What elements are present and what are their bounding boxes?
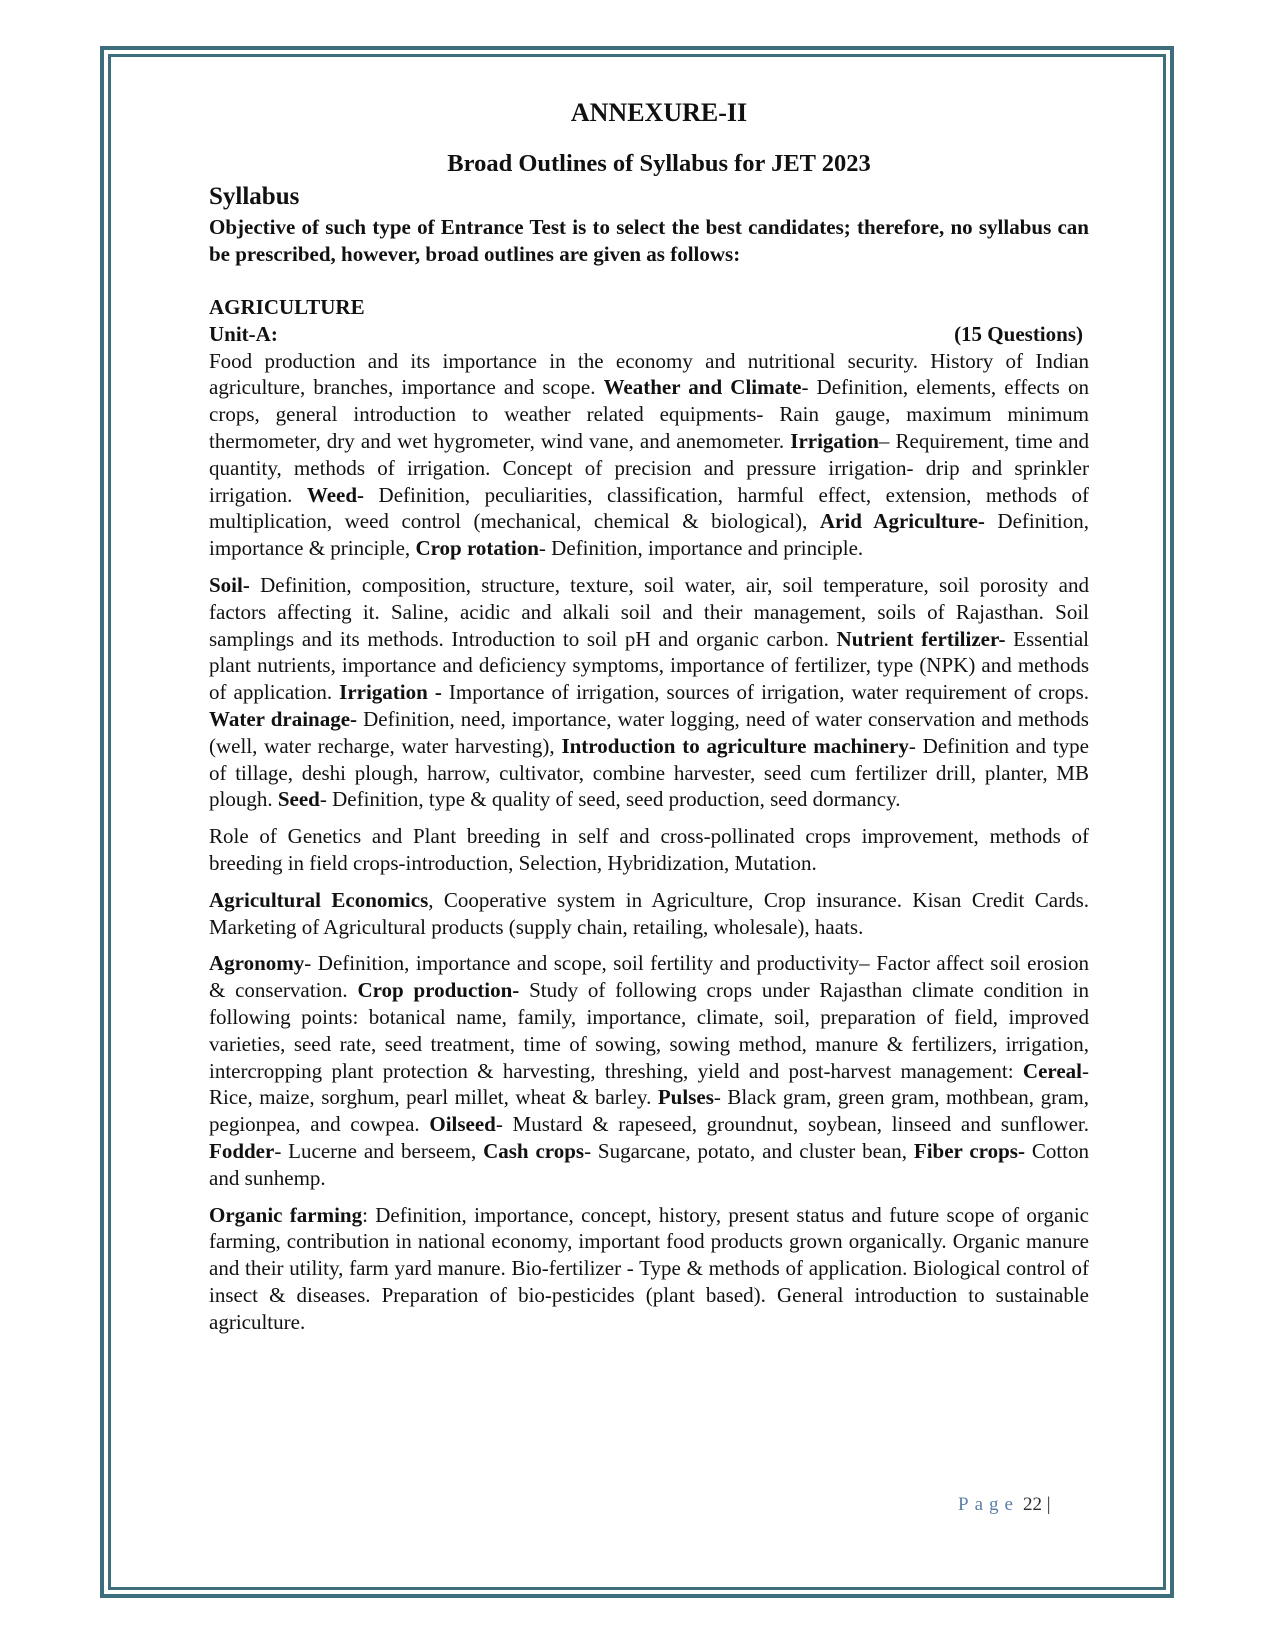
paragraph-text: - Sugarcane, potato, and cluster bean, [584,1138,914,1163]
paragraph-text: - Rice, maize, sorghum, pearl millet, wheat & barley. [209,1058,1089,1110]
syllabus-paragraph [209,1202,1089,1336]
bold-term: Crop production- [357,978,520,1003]
syllabus-paragraph [209,348,1089,562]
page-title: ANNEXURE-II [570,98,748,127]
paragraph-text: Study of following crops under Rajasthan climate condition in following points: botanical name, family, importance, climate, soil, preparation of field, improved varieties, seed rate, seed treatment, time of sowing, sowing method, manure & fertilizers, irrigation, intercropping plant protection & harvesting, threshing, yield and post-harvest management: [209,978,1089,1083]
bold-term: Seed [277,787,320,812]
objective-text: Objective of such type of Entrance Test is to select the best candidates; therefore, no syllabus can be prescribed, however, broad outlines are given as follows: [209,215,1089,266]
paragraph-text: - Mustard & rapeseed, groundnut, soybean, linseed and sunflower. [495,1112,1089,1137]
paragraph-text: : Definition, importance, concept, history, present status and future scope of organic farming, contribution in national economy, important food products grown organically. Organic manure and their utility, farm yard manure. Bio-fertilizer - Type & methods of application. Biological control of insect & diseases. Preparation of bio-pesticides (plant based). General introduction to sustainable agriculture. [209,1202,1090,1334]
paragraph-text: Food production and its importance in the economy and nutritional security. History of Indian agriculture, branches, importance and scope. [209,348,1089,400]
paragraph-text: , Cooperative system in Agriculture, Crop insurance. Kisan Credit Cards. Marketing of Agricultural products (supply chain, retailing, wholesale), haats. [209,887,1089,939]
page-label: Page [958,1494,1019,1515]
paragraph-text: Definition, composition, structure, texture, soil water, air, soil temperature, soil porosity and factors affecting it. Saline, acidic and alkali soil and their management, soils of Rajasthan. Soil samplings and its methods. Introduction to soil pH and organic carbon. [209,572,1089,651]
bold-term: Oilseed [429,1112,496,1137]
syllabus-paragraphs [209,348,1089,1336]
page-subtitle: Broad Outlines of Syllabus for JET 2023 [447,150,871,177]
bold-term: Arid Agriculture- [819,509,985,534]
bold-term: Nutrient fertilizer- [836,626,1006,651]
page-footer [958,1494,1051,1516]
paragraph-text: Essential plant nutrients, importance and deficiency symptoms, importance of fertilizer, type (NPK) and methods of application. [209,626,1089,705]
paragraph-text: Importance of irrigation, sources of irrigation, water requirement of crops. [441,680,1089,705]
bold-term: Cereal [1022,1058,1082,1083]
paragraph-text: – Requirement, time and quantity, methods of irrigation. Concept of precision and pressure irrigation- drip and sprinkler irrigation. [209,428,1089,507]
unit-questions: (15 Questions) [954,321,1083,346]
syllabus-paragraph [209,950,1089,1191]
unit-row [209,321,1089,348]
paragraph-text: Definition, importance & principle, [209,509,1089,561]
paragraph-text: Definition, need, importance, water logging, need of water conservation and methods (well, water recharge, water harvesting), [209,706,1089,758]
document-body [209,96,1089,1335]
bold-term: Fodder [209,1138,275,1163]
syllabus-paragraph [209,572,1089,813]
paragraph-text: - Definition and type of tillage, deshi plough, harrow, cultivator, combine harvester, seed cum fertilizer drill, planter, MB plough. [209,733,1089,812]
bold-term: Weed- [306,482,365,507]
syllabus-paragraph [209,887,1089,941]
bold-term: Irrigation [790,428,879,453]
bold-term: Agronomy [209,951,305,976]
paragraph-text: - Lucerne and berseem, [274,1138,484,1163]
bold-term: Agricultural Economics [209,887,429,912]
bold-term: Cash crops [483,1138,585,1163]
paragraph-text: Cotton and sunhemp. [209,1138,1089,1190]
bold-term: Irrigation - [339,680,442,705]
paragraph-text: Role of Genetics and Plant breeding in self and cross-pollinated crops improvement, methods of breeding in field crops-introduction, Selection, Hybridization, Mutation. [209,824,1089,875]
paragraph-text: - Definition, type & quality of seed, seed production, seed dormancy. [319,787,901,812]
bold-term: Water drainage- [209,706,358,731]
bold-term: Introduction to agriculture machinery [561,733,909,758]
paragraph-text: - Definition, elements, effects on crops, general introduction to weather related equipments- Rain gauge, maximum minimum thermometer, dry and wet hygrometer, wind vane, and anemometer. [209,375,1089,453]
bold-term: Soil- [209,572,250,597]
syllabus-paragraph [209,823,1089,877]
bold-term: Crop rotation [415,536,539,561]
bold-term: Pulses [657,1085,714,1110]
section-heading: AGRICULTURE [209,294,365,319]
paragraph-text: - Definition, importance and scope, soil fertility and productivity– Factor affect soil erosion & conservation. [209,951,1089,1003]
bold-term: Weather and Climate [603,375,802,400]
paragraph-text: Definition, peculiarities, classification, harmful effect, extension, methods of multiplication, weed control (mechanical, chemical & biological), [209,482,1089,534]
page-number: 22 | [1022,1494,1051,1515]
paragraph-text: - Black gram, green gram, mothbean, gram, pegionpea, and cowpea. [209,1085,1089,1137]
syllabus-heading: Syllabus [209,183,300,210]
unit-label: Unit-A: [209,321,278,346]
bold-term: Organic farming [209,1202,363,1227]
bold-term: Fiber crops- [913,1138,1025,1163]
paragraph-text: - Definition, importance and principle. [538,536,864,561]
